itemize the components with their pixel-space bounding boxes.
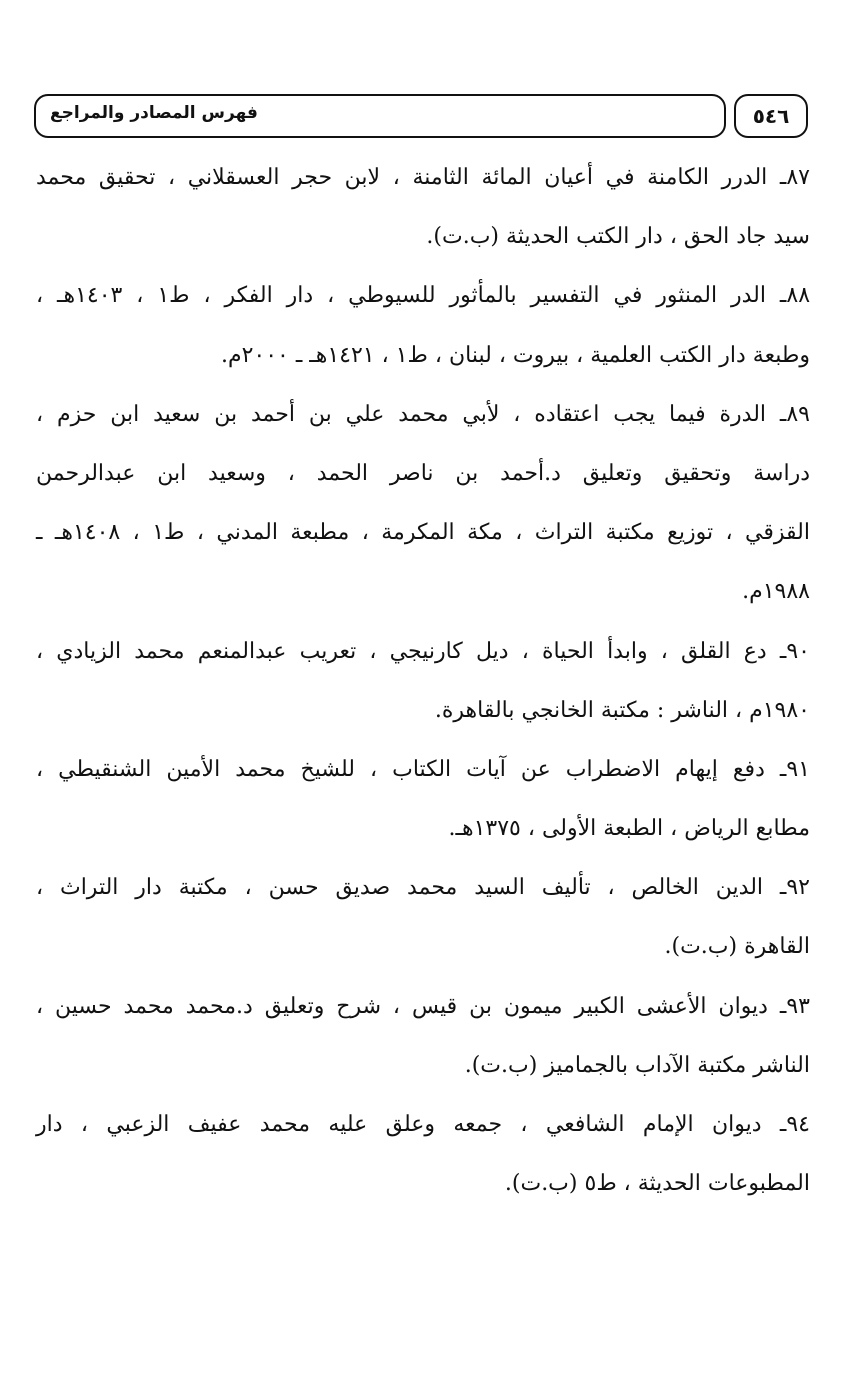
entry-line: ٩٢ـ الدين الخالص ، تأليف السيد محمد صديق حسن ، مكتبة دار التراث ، bbox=[36, 875, 810, 901]
entry-line: القاهرة (ب.ت). bbox=[664, 934, 810, 960]
bibliography-entry-93 bbox=[36, 977, 810, 1095]
entry-line: ٩٣ـ ديوان الأعشى الكبير ميمون بن قيس ، شرح وتعليق د.محمد محمد حسين ، bbox=[36, 993, 810, 1019]
running-title-frame bbox=[34, 94, 726, 138]
entry-line: المطبوعات الحديثة ، ط٥ (ب.ت). bbox=[504, 1171, 810, 1197]
bibliography-entry-88 bbox=[36, 266, 810, 384]
entry-line: ٩٤ـ ديوان الإمام الشافعي ، جمعه وعلق عليه محمد عفيف الزعبي ، دار bbox=[36, 1112, 810, 1137]
page-number-frame bbox=[734, 94, 808, 138]
entry-line: القزقي ، توزيع مكتبة التراث ، مكة المكرمة ، مطبعة المدني ، ط١ ، ١٤٠٨هـ ـ bbox=[36, 520, 810, 546]
bibliography-list bbox=[36, 148, 810, 1213]
entry-line: ١٩٨٠م ، الناشر : مكتبة الخانجي بالقاهرة. bbox=[434, 697, 810, 723]
running-title: فهرس المصادر والمراجع bbox=[50, 103, 258, 123]
entry-line: سيد جاد الحق ، دار الكتب الحديثة (ب.ت). bbox=[426, 224, 810, 250]
entry-line: دراسة وتحقيق وتعليق د.أحمد بن ناصر الحمد ، وسعيد ابن عبدالرحمن bbox=[36, 460, 810, 486]
bibliography-entry-90 bbox=[36, 622, 810, 740]
bibliography-entry-91 bbox=[36, 740, 810, 858]
entry-line: وطبعة دار الكتب العلمية ، بيروت ، لبنان ، ط١ ، ١٤٢١هـ ـ ٢٠٠٠م. bbox=[220, 342, 810, 368]
bibliography-entry-94 bbox=[36, 1095, 810, 1213]
entry-line: ٨٨ـ الدر المنثور في التفسير بالمأثور للسيوطي ، دار الفكر ، ط١ ، ١٤٠٣هـ ، bbox=[36, 283, 811, 309]
bibliography-entry-92 bbox=[36, 858, 810, 976]
bibliography-entry-89 bbox=[36, 385, 810, 622]
page-number: ٥٤٦ bbox=[752, 104, 790, 128]
entry-line: ٩٠ـ دع القلق ، وابدأ الحياة ، ديل كارنيجي ، تعريب عبدالمنعم محمد الزيادي ، bbox=[36, 638, 810, 664]
entry-line: ١٩٨٨م. bbox=[742, 579, 810, 605]
page-header bbox=[34, 94, 808, 140]
bibliography-entry-87 bbox=[36, 148, 810, 266]
entry-line: ٨٩ـ الدرة فيما يجب اعتقاده ، لأبي محمد علي بن أحمد بن سعيد ابن حزم ، bbox=[36, 401, 810, 427]
entry-line: مطابع الرياض ، الطبعة الأولى ، ١٣٧٥هـ. bbox=[448, 816, 810, 842]
entry-line: ٩١ـ دفع إيهام الاضطراب عن آيات الكتاب ، للشيخ محمد الأمين الشنقيطي ، bbox=[36, 756, 810, 782]
entry-line: ٨٧ـ الدرر الكامنة في أعيان المائة الثامنة ، لابن حجر العسقلاني ، تحقيق محمد bbox=[36, 165, 810, 190]
entry-line: الناشر مكتبة الآداب بالجماميز (ب.ت). bbox=[464, 1052, 810, 1078]
